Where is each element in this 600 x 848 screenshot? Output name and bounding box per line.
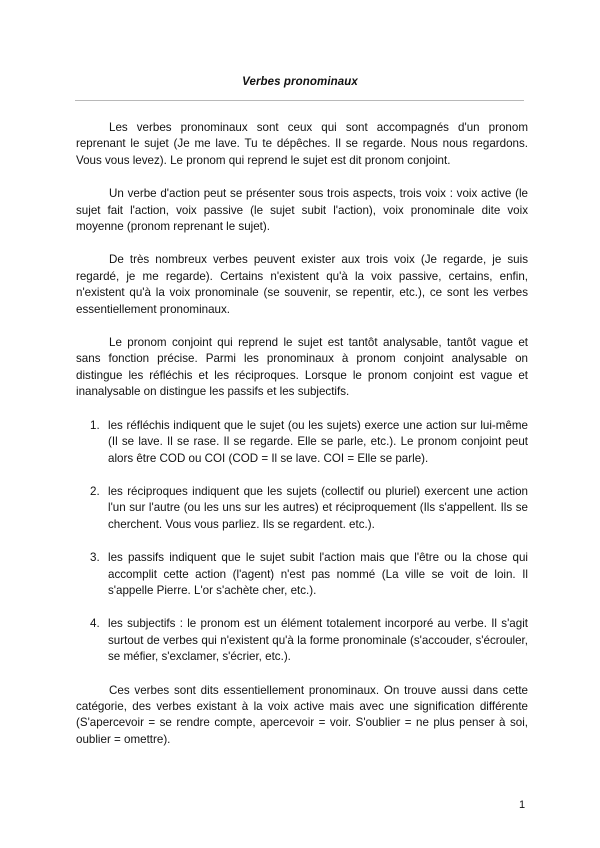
list-item (76, 484, 528, 533)
list-item-number: 3. (90, 551, 100, 565)
closing-paragraph: Ces verbes sont dits essentiellement pronominaux. On trouve aussi dans cette catégorie, des verbes existant à la voix active mais avec une signification différente (S'apercevoir = se rendre compte, apercevoir = voir. S'oublier = ne plus penser à soi, oublier = omettre). (76, 683, 528, 746)
paragraph-2: Un verbe d'action peut se présenter sous trois aspects, trois voix : voix active (le sujet fait l'action, voix passive (le sujet subit l'action), voix pronominale dite voix moyenne (pronom reprenant le sujet). (76, 187, 528, 234)
numbered-list (76, 418, 528, 666)
paragraph-3: De très nombreux verbes peuvent exister aux trois voix (Je regarde, je suis regardé, je me regarde). Certains n'existent qu'à la voix passive, certains, enfin, n'existent qu'à la voix pronominale (se souvenir, se repentir, etc.), ce sont les verbes essentiellement pronominaux. (76, 253, 528, 316)
list-item-text: les passifs indiquent que le sujet subit l'action mais que l'être ou la chose qui accomplit cette action (l'agent) n'est pas nommé (La ville se voit de loin. Il s'appelle Pierre. L'or s'achète cher, etc.). (108, 551, 528, 597)
list-item (76, 418, 528, 467)
document-body (76, 120, 528, 765)
paragraph-4: Le pronom conjoint qui reprend le sujet est tantôt analysable, tantôt vague et sans fonction précise. Parmi les pronominaux à pronom conjoint analysable on distingue les réfléchis et les réciproques. Lorsque le pronom conjoint est vague et inanalysable on distingue les passifs et les subjectifs. (76, 336, 528, 399)
page-title: Verbes pronominaux (242, 76, 358, 88)
list-item-number: 4. (90, 617, 100, 631)
paragraph-1: Les verbes pronominaux sont ceux qui sont accompagnés d'un pronom reprenant le sujet (Je me lave. Tu te dépêches. Il se regarde. Nous nous regardons. Vous vous levez). Le pronom qui reprend le sujet est dit pronom conjoint. (76, 121, 528, 167)
list-item-text: les réfléchis indiquent que le sujet (ou les sujets) exerce une action sur lui-même (Il se lave. Il se rase. Il se regarde. Elle se parle, etc.). Le pronom conjoint peut alors être COD ou COI (COD = Il se lave. COI = Elle se parle). (108, 418, 528, 465)
list-item-number: 2. (90, 484, 100, 498)
list-item (76, 550, 528, 599)
title-divider (75, 100, 524, 101)
list-item-number: 1. (90, 418, 100, 432)
page-number: 1 (519, 799, 526, 811)
list-item (76, 616, 528, 665)
list-item-text: les réciproques indiquent que les sujets (collectif ou pluriel) exercent une action l'un sur l'autre (ou les uns sur les autres) et réciproquement (Ils s'appellent. Ils se cherchent. Vous vous parliez. Ils se regardent. etc.). (108, 484, 528, 531)
list-item-text: les subjectifs : le pronom est un élément totalement incorporé au verbe. Il s'agit surtout de verbes qui n'existent qu'à la forme pronominale (s'accouder, s'écrouler, se méfier, s'exclamer, s'écrier, etc.). (108, 617, 528, 664)
